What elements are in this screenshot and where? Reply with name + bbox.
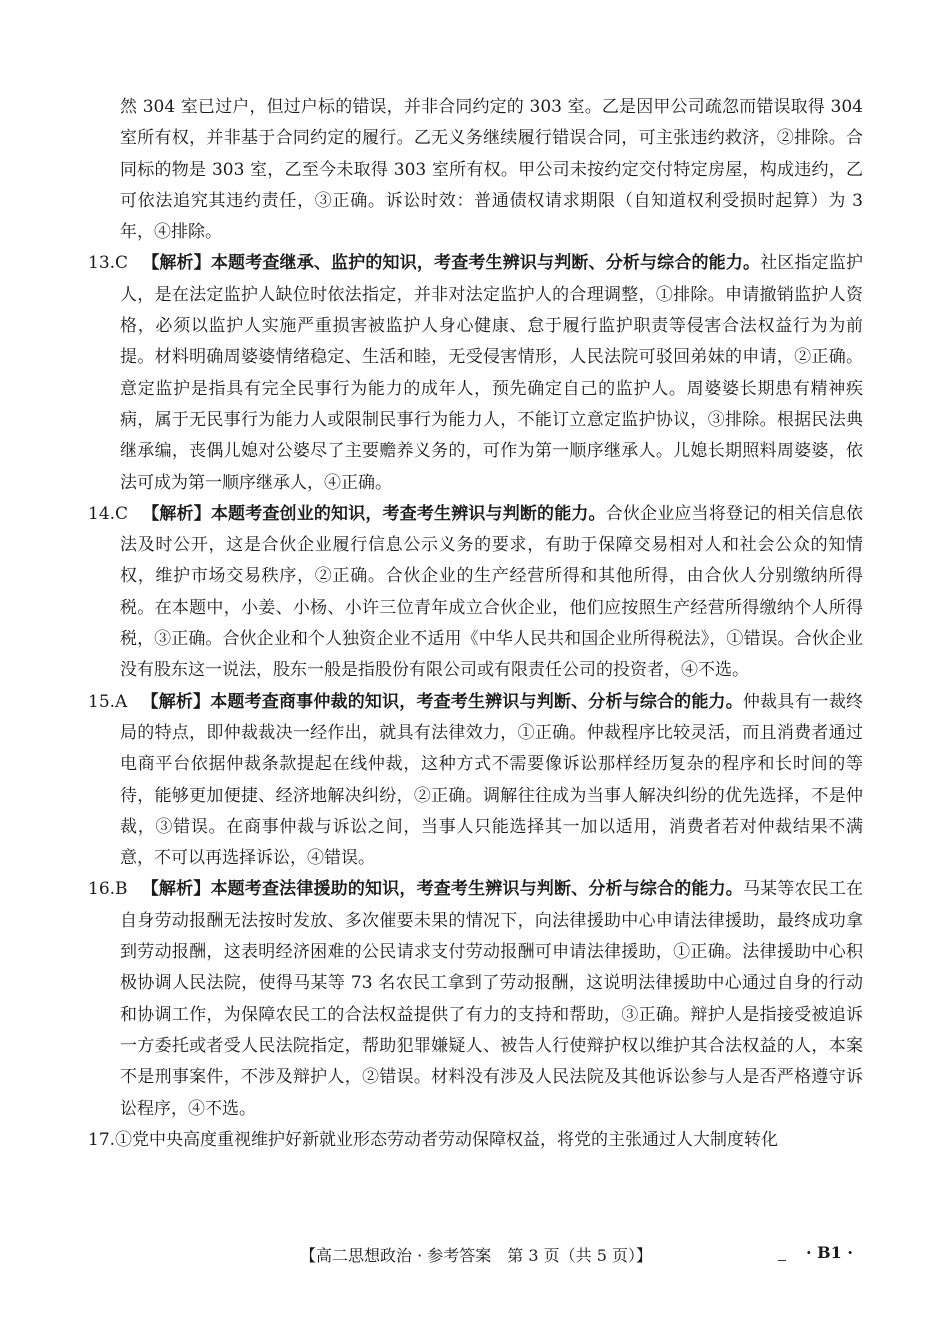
- item-lead: 本题考查创业的知识，考查考生辨识与判断的能力。: [210, 503, 606, 524]
- footer-label: 【高二思想政治 · 参考答案 第 3 页（共 5 页）】: [300, 1246, 652, 1265]
- item-body: 仲裁具有一裁终局的特点，即仲裁裁决一经作出，就具有法律效力，①正确。仲裁程序比较灵活，而且消费者通过电商平台依据仲裁条款提起在线仲裁，这种方式不需要像诉讼那样经历复杂的程序和长时间的等待，能够更加便捷、经济地解决纠纷，②正确。调解往往成为当事人解决纠纷的优先选择，不是仲裁，③错误。在商事仲裁与诉讼之间，当事人只能选择其一加以适用，消费者若对仲裁结果不满意，不可以再选择诉讼，④错误。: [120, 691, 864, 869]
- item-number: 14.: [88, 503, 116, 524]
- item-body: 合伙企业应当将登记的相关信息依法及时公开，这是合伙企业履行信息公示义务的要求，有助于保障交易相对人和社会公众的知情权，维护市场交易秩序，②正确。合伙企业的生产经营所得和其他所得，由合伙人分别缴纳所得税。在本题中，小姜、小杨、小许三位青年成立合伙企业，他们应按照生产经营所得缴纳个人所得税，③正确。合伙企业和个人独资企业不适用《中华人民共和国企业所得税法》，①错误。合伙企业没有股东这一说法，股东一般是指股份有限公司或有限责任公司的投资者，④不选。: [120, 503, 864, 681]
- item-body: 社区指定监护人，是在法定监护人缺位时依法指定，并非对法定监护人的合理调整，①排除。申请撤销监护人资格，必须以监护人实施严重损害被监护人身心健康、怠于履行监护职责等侵害合法权益行为为前提。材料明确周婆婆情绪稳定、生活和睦，无受侵害情形，人民法院可驳回弟妹的申请，②正确。意定监护是指具有完全民事行为能力的成年人，预先确定自己的监护人。周婆婆长期患有精神疾病，属于无民事行为能力人或限制民事行为能力人，不能订立意定监护协议，③排除。根据民法典继承编，丧偶儿媳对公婆尽了主要赡养义务的，可作为第一顺序继承人。儿媳长期照料周婆婆，依法可成为第一顺序继承人，④正确。: [120, 253, 864, 493]
- item-number: 15.: [88, 691, 116, 712]
- item-answer: C: [115, 503, 129, 524]
- item-number: 13.: [88, 253, 116, 274]
- item-body: 马某等农民工在自身劳动报酬无法按时发放、多次催要未果的情况下，向法律援助中心申请法律援助，最终成功拿到劳动报酬，这表明经济困难的公民请求支付劳动报酬可申请法律援助，①正确。法律援助中心积极协调人民法院，使得马某等 73 名农民工拿到了劳动报酬，这说明法律援助中心通过自身的行动和协调工作，为保障农民工的合法权益提供了有力的支持和帮助，③正确。辩护人是指接受被追诉一方委托或者受人民法院指定，帮助犯罪嫌疑人、被告人行使辩护权以维护其合法权益的人，本案不是刑事案件，不涉及辩护人，②错误。材料没有涉及人民法院及其他诉讼参与人是否严格遵守诉讼程序，④不选。: [120, 879, 864, 1119]
- answer-item-13: [88, 248, 863, 498]
- page-content: [88, 92, 863, 1156]
- footer-divider: [778, 1260, 786, 1261]
- page-footer: [0, 1241, 950, 1271]
- item-lead: 本题考查法律援助的知识，考查考生辨识与判断、分析与综合的能力。: [210, 879, 743, 900]
- item-lead: 本题考查继承、监护的知识，考查考生辨识与判断、分析与综合的能力。: [210, 253, 761, 274]
- item-answer: C: [115, 253, 129, 274]
- answer-item-14: [88, 499, 863, 687]
- item-body: ①党中央高度重视维护好新就业形态劳动者劳动保障权益，将党的主张通过人大制度转化: [115, 1129, 779, 1150]
- analysis-tag: 【解析】: [141, 691, 211, 712]
- footer-code: · B1 ·: [806, 1243, 853, 1262]
- item-number: 17.: [88, 1129, 116, 1150]
- analysis-tag: 【解析】: [142, 503, 211, 524]
- item-answer: B: [115, 879, 128, 900]
- item-lead: 本题考查商事仲裁的知识，考查考生辨识与判断、分析与综合的能力。: [210, 691, 743, 712]
- answer-item-16: [88, 874, 863, 1124]
- analysis-tag: 【解析】: [142, 253, 211, 274]
- item-number: 16.: [88, 879, 116, 900]
- continuation-paragraph: 然 304 室已过户，但过户标的错误，并非合同约定的 303 室。乙是因甲公司疏忽而错误取得 304 室所有权，并非基于合同约定的履行。乙无义务继续履行错误合同，可主张违约救济，②排除。合同标的物是 303 室，乙至今未取得 303 室所有权。甲公司未按约定交付特定房屋，构成违约，乙可依法追究其违约责任，③正确。诉讼时效：普通债权请求期限（自知道权利受损时起算）为 3 年，④排除。: [120, 97, 863, 243]
- answer-item-17: [88, 1125, 863, 1156]
- answer-item-15: [88, 687, 863, 875]
- item-answer: A: [115, 691, 128, 712]
- analysis-tag: 【解析】: [141, 879, 211, 900]
